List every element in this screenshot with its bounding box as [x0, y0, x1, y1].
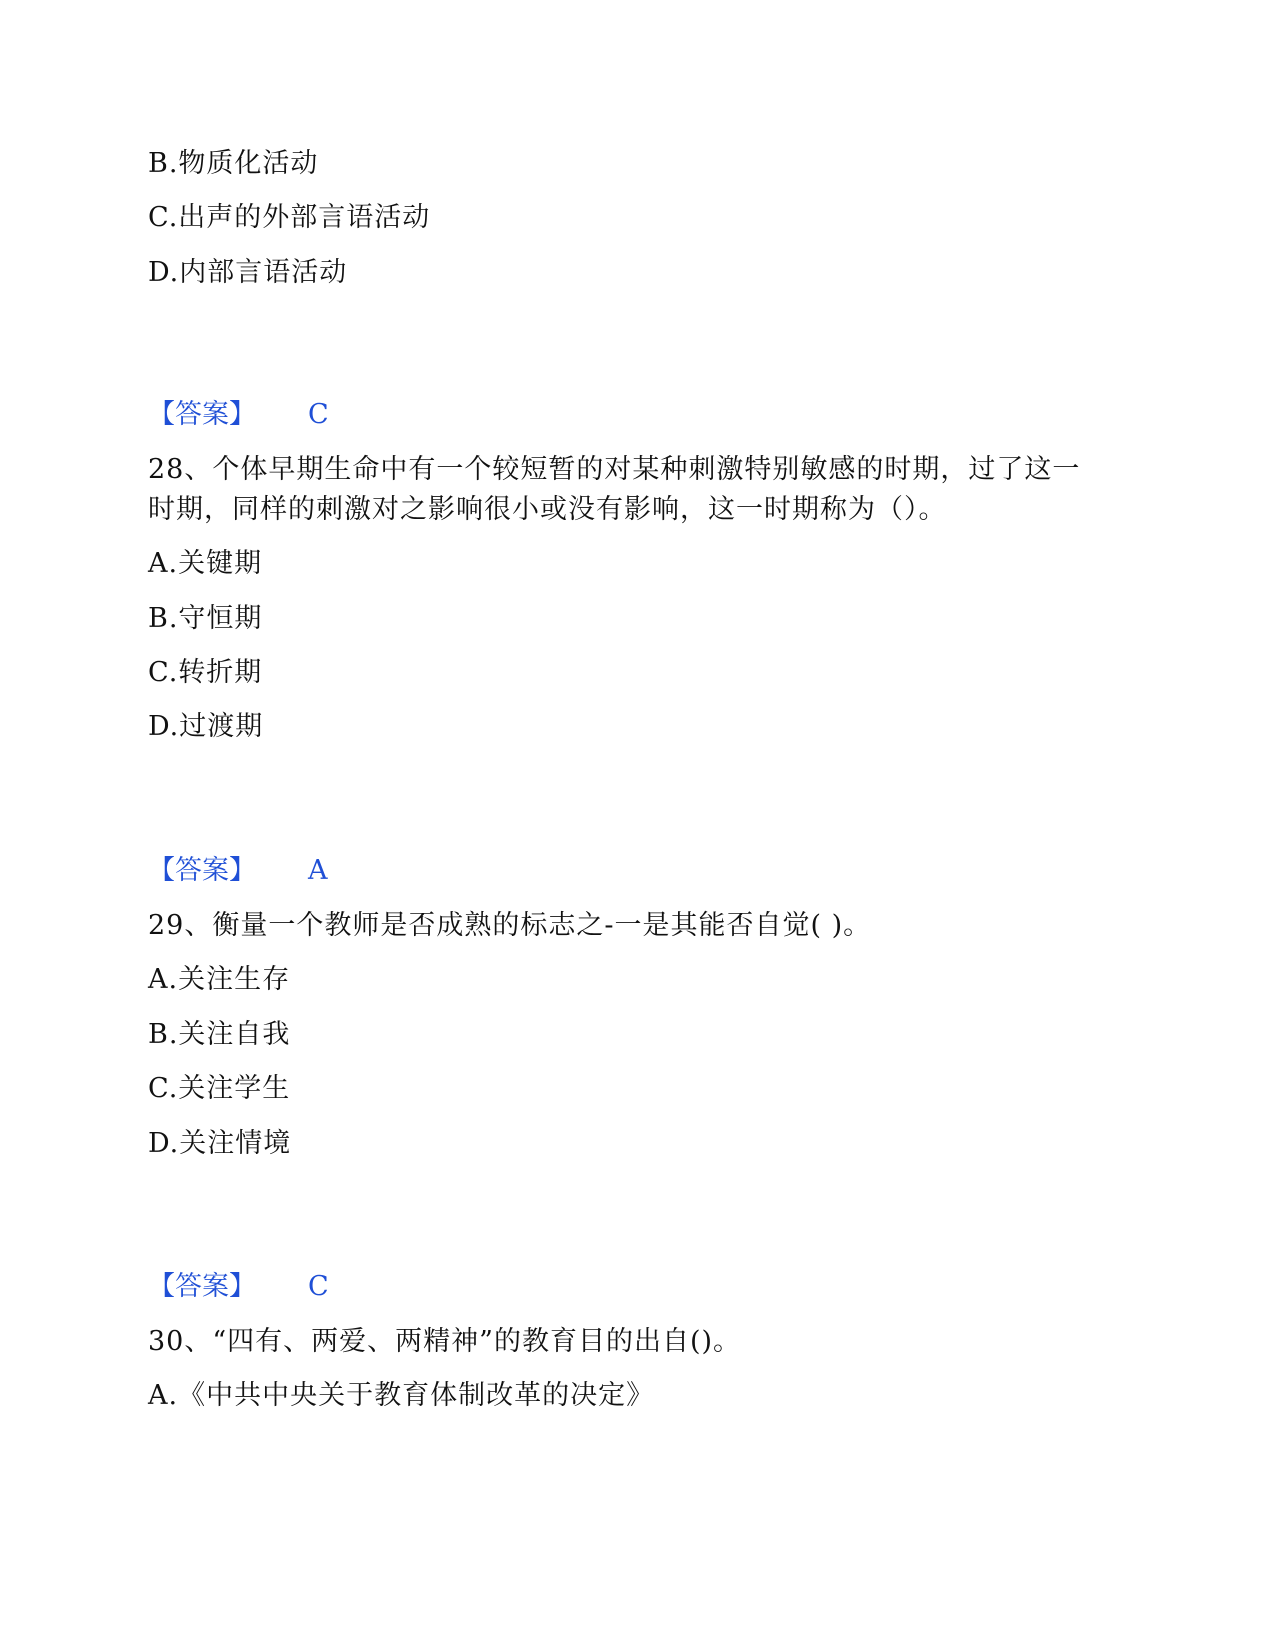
- q28-option-a: A.关键期: [148, 548, 263, 579]
- answer-value: C: [308, 1271, 329, 1302]
- q27-option-d: D.内部言语活动: [148, 257, 348, 288]
- q27-answer: [148, 397, 329, 433]
- q29-option-d: D.关注情境: [148, 1128, 292, 1159]
- q29-option-a: A.关注生存: [148, 964, 291, 995]
- q29-option-c: C.关注学生: [148, 1073, 291, 1104]
- q27-option-c: C.出声的外部言语活动: [148, 202, 431, 233]
- q28-answer: [148, 853, 328, 889]
- q27-option-b: B.物质化活动: [148, 148, 319, 179]
- q29-stem: 29、衡量一个教师是否成熟的标志之-一是其能否自觉( )。: [148, 910, 872, 941]
- answer-label: 【答案】: [148, 1271, 256, 1302]
- q29-option-b: B.关注自我: [148, 1019, 291, 1050]
- q28-stem-line2: 时期，同样的刺激对之影响很小或没有影响，这一时期称为（）。: [148, 494, 947, 525]
- q28-option-d: D.过渡期: [148, 711, 264, 742]
- q30-stem: 30、“四有、两爱、两精神”的教育目的出自()。: [148, 1326, 742, 1357]
- q30-option-a: A.《中共中央关于教育体制改革的决定》: [148, 1380, 655, 1411]
- q28-option-b: B.守恒期: [148, 603, 263, 634]
- answer-value: A: [308, 855, 328, 886]
- q28-stem-line1: 28、个体早期生命中有一个较短暂的对某种刺激特别敏感的时期，过了这一: [148, 454, 1081, 485]
- answer-value: C: [308, 399, 329, 430]
- answer-label: 【答案】: [148, 855, 256, 886]
- q29-answer: [148, 1269, 329, 1305]
- answer-label: 【答案】: [148, 399, 256, 430]
- q28-option-c: C.转折期: [148, 657, 263, 688]
